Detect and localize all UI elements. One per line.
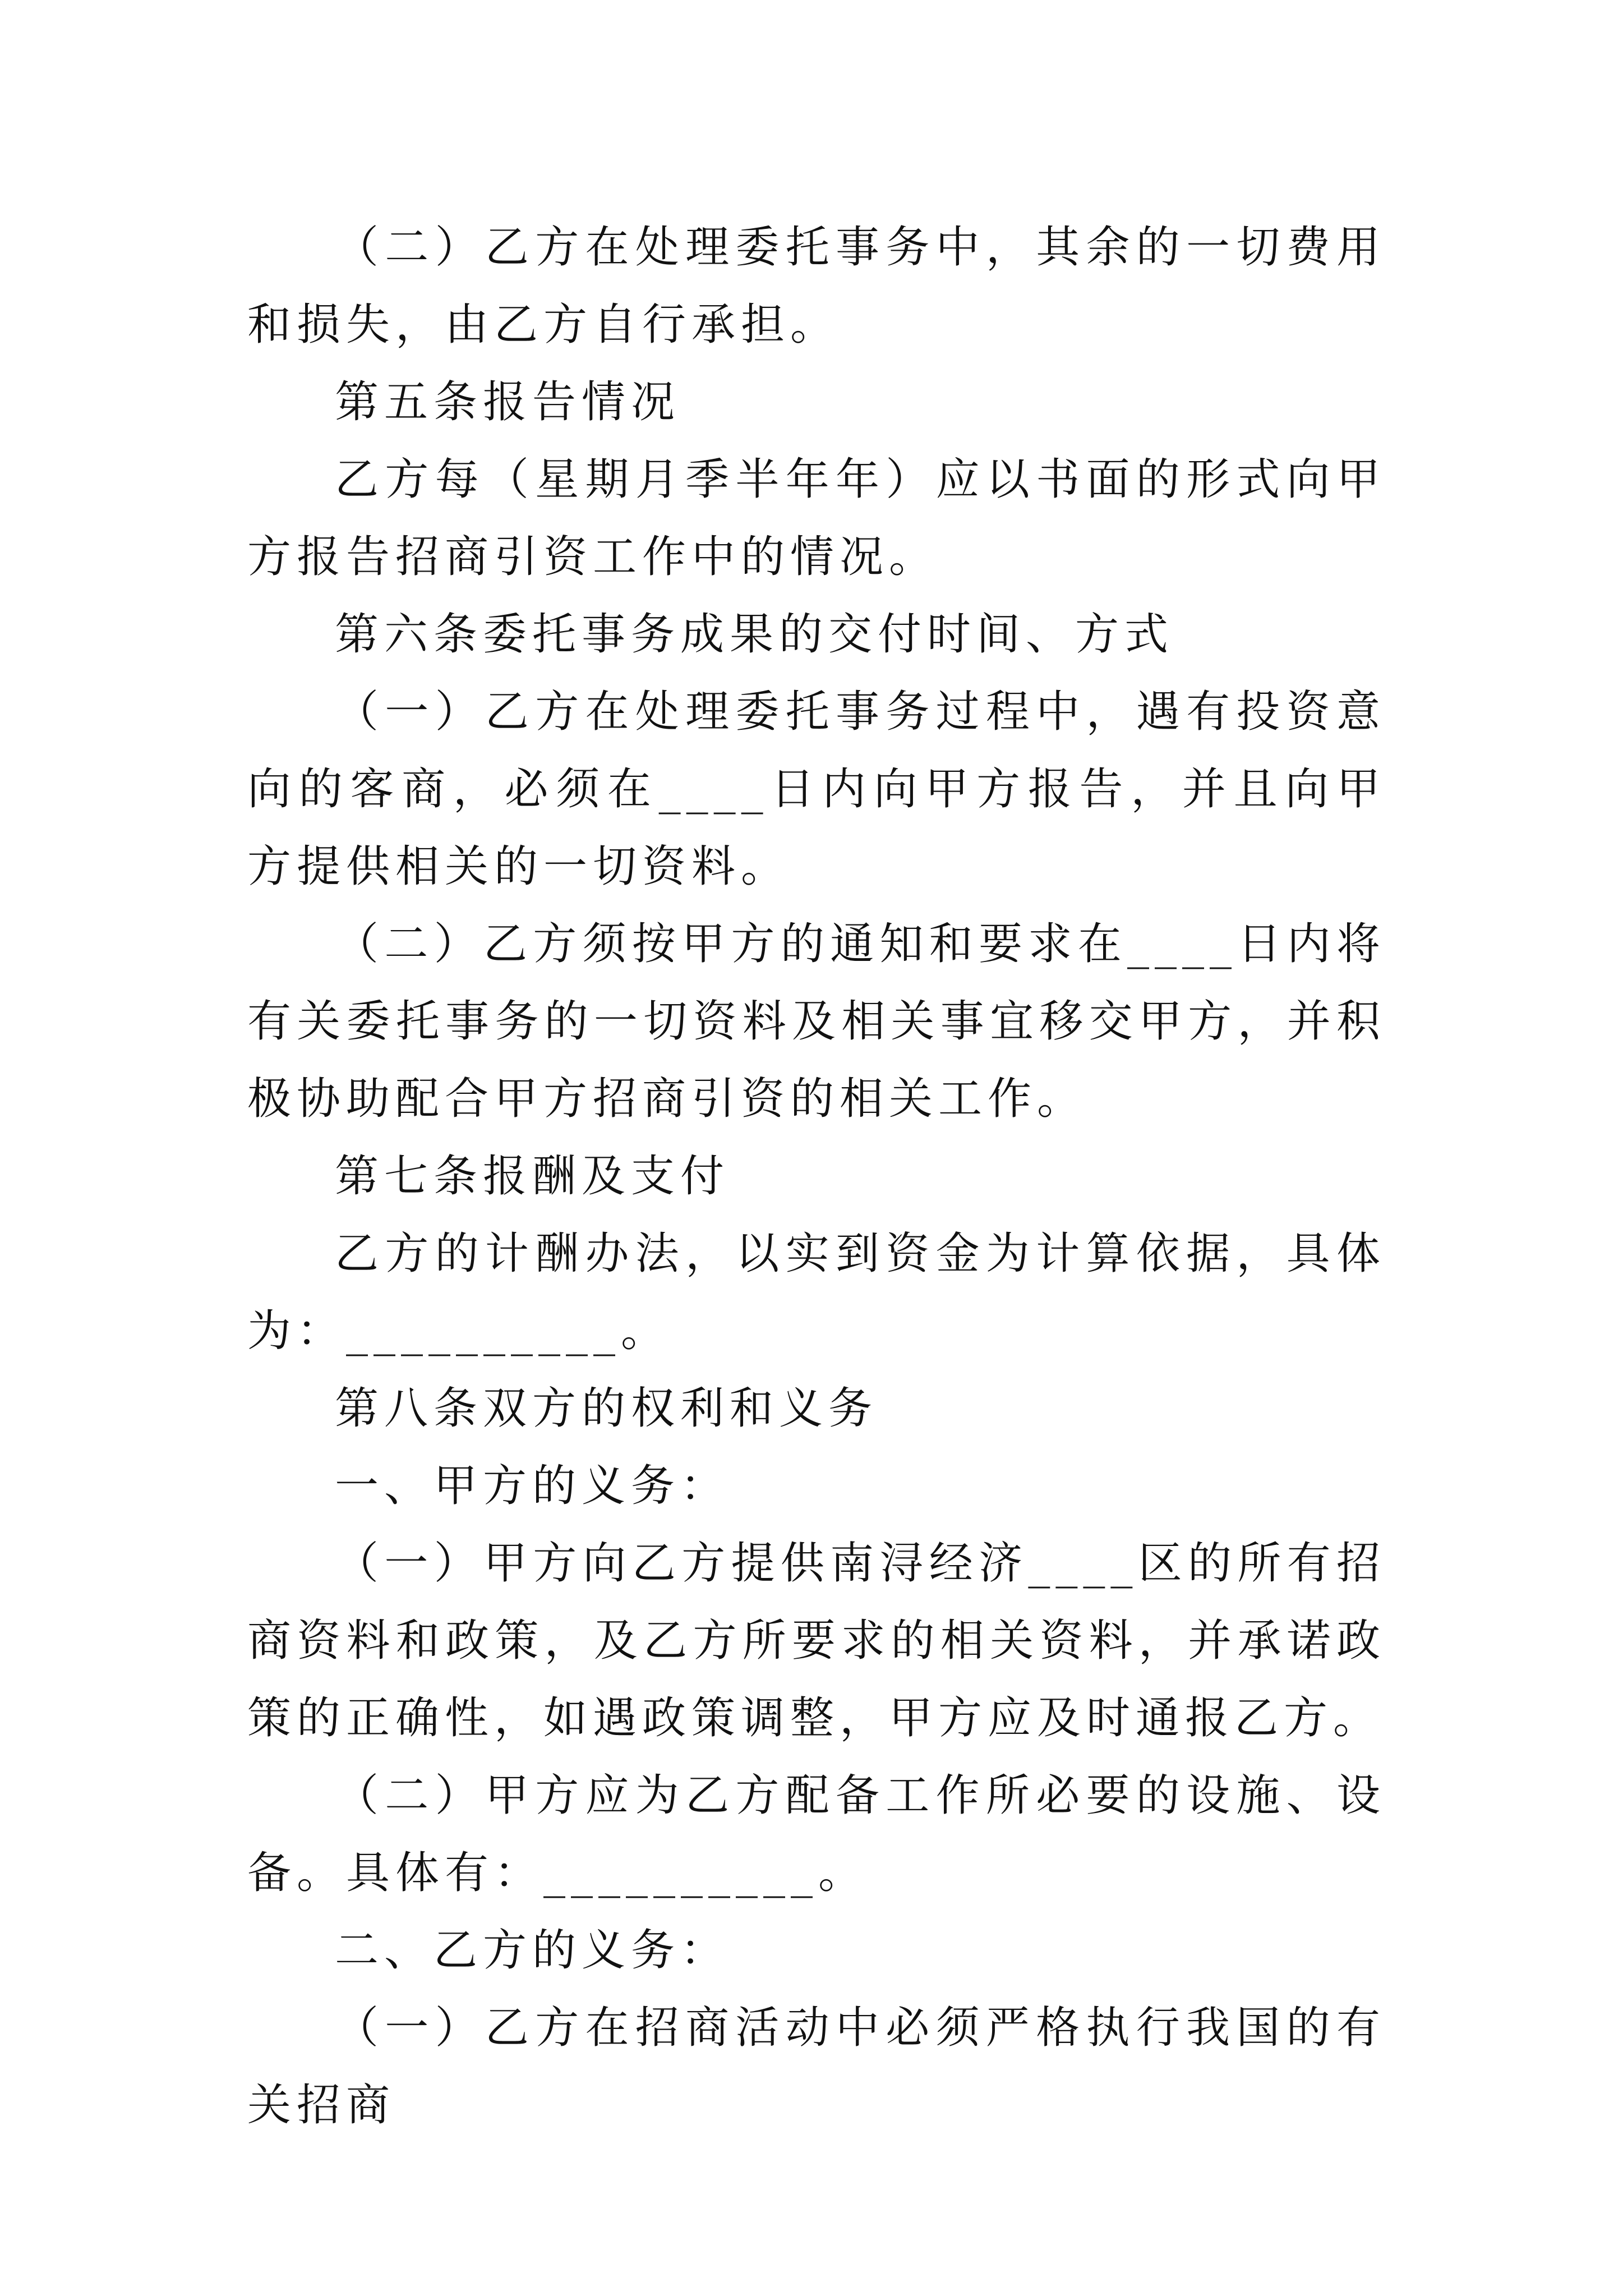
article-6-heading: 第六条委托事务成果的交付时间、方式 xyxy=(335,609,1174,660)
article-8-heading: 第八条双方的权利和义务 xyxy=(335,1383,878,1434)
paragraph-transfer-materials: （二）乙方须按甲方的通知和要求在____日内将有关委托事务的一切资料及相关事宜移交甲方，并积极协助配合甲方招商引资的相关工作。 xyxy=(247,919,1386,1124)
paragraph-expenses-borne-by-b: （二）乙方在处理委托事务中，其余的一切费用和损失，由乙方自行承担。 xyxy=(247,222,1386,350)
paragraph-party-a-equipment: （二）甲方应为乙方配备工作所必要的设施、设备。具体有：__________。 xyxy=(247,1770,1386,1898)
paragraph-party-a-provide-policies: （一）甲方向乙方提供南浔经济____区的所有招商资料和政策，及乙方所要求的相关资料，并承诺政策的正确性，如遇政策调整，甲方应及时通报乙方。 xyxy=(247,1538,1386,1743)
paragraph-report-investors: （一）乙方在处理委托事务过程中，遇有投资意向的客商，必须在____日内向甲方报告，并且向甲方提供相关的一切资料。 xyxy=(247,687,1386,892)
document-body xyxy=(247,209,1386,2144)
paragraph-party-b-comply-laws: （一）乙方在招商活动中必须严格执行我国的有关招商 xyxy=(247,2003,1386,2131)
party-b-obligations-heading: 二、乙方的义务： xyxy=(335,1925,730,1976)
article-5-heading: 第五条报告情况 xyxy=(335,377,681,427)
paragraph-remuneration-method: 乙方的计酬办法，以实到资金为计算依据，具体为：__________。 xyxy=(247,1228,1386,1356)
party-a-obligations-heading: 一、甲方的义务： xyxy=(335,1461,730,1511)
paragraph-report-frequency: 乙方每（星期月季半年年）应以书面的形式向甲方报告招商引资工作中的情况。 xyxy=(247,454,1386,582)
article-7-heading: 第七条报酬及支付 xyxy=(335,1151,730,1202)
